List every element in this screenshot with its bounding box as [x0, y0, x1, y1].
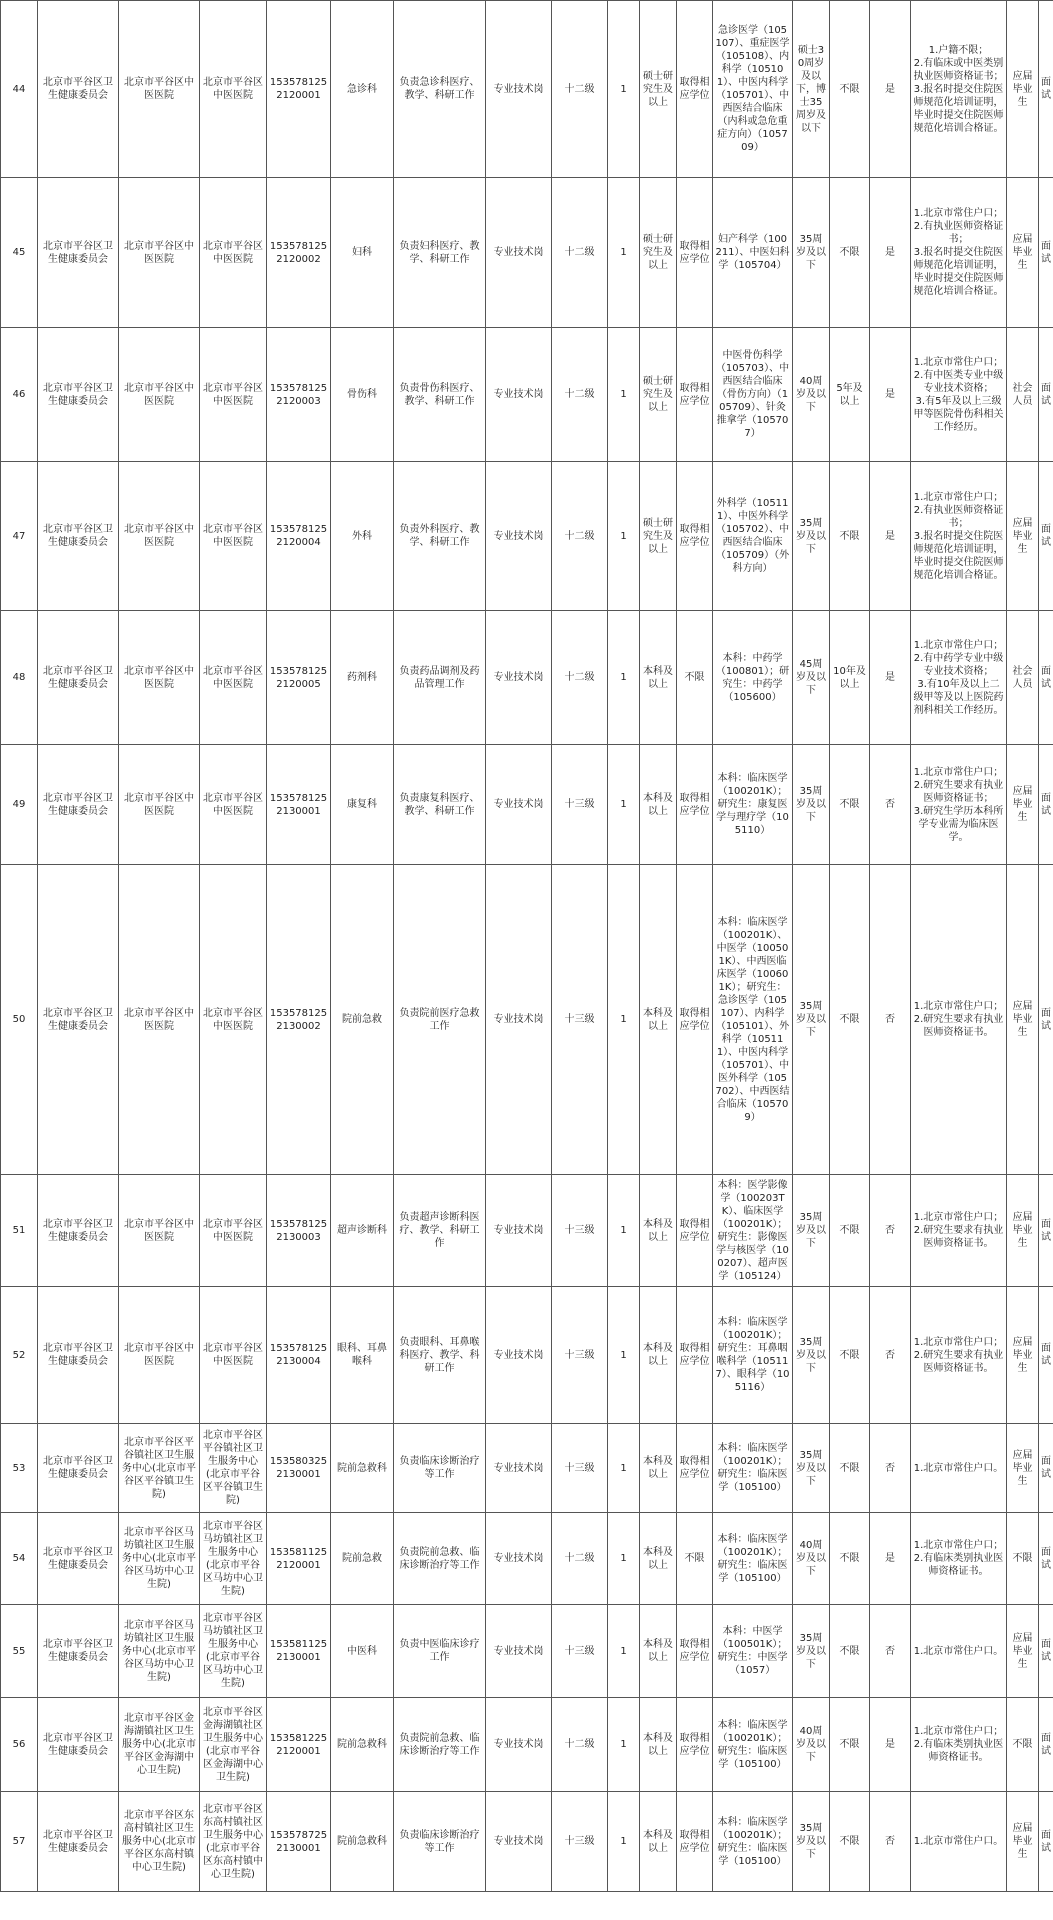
- degree-cell: 取得相应学位: [677, 1605, 713, 1698]
- table-row: [1, 178, 1053, 328]
- target-group-cell: 应届毕业生: [1007, 1175, 1039, 1287]
- position-level-cell: 十三级: [552, 1287, 608, 1424]
- department-cell: 北京市平谷区卫生健康委员会: [38, 611, 119, 745]
- requirements-cell: 1.北京市常住户口； 2.有中药学专业中级专业技术资格； 3.有10年及以上二级甲等及以上医院药剂科相关工作经历。: [911, 611, 1007, 745]
- table-row: [1, 1175, 1053, 1287]
- education-cell: 本科及以上: [640, 1287, 677, 1424]
- department-cell: 北京市平谷区卫生健康委员会: [38, 1792, 119, 1892]
- employer-cell: 北京市平谷区中医医院: [119, 865, 200, 1175]
- major-cell: 急诊医学（105107）、重症医学（105108）、内科学（105101）、中医内科学（105701）、中西医结合临床（内科或急危重症方向）（105709）: [713, 1, 793, 178]
- table-row: [1, 462, 1053, 611]
- license-cell: 是: [870, 328, 911, 462]
- position-type-cell: 专业技术岗: [486, 1, 552, 178]
- table-row: [1, 865, 1053, 1175]
- education-cell: 硕士研究生及以上: [640, 178, 677, 328]
- education-cell: 硕士研究生及以上: [640, 462, 677, 611]
- department-cell: 北京市平谷区卫生健康委员会: [38, 1513, 119, 1605]
- age-cell: 35周岁及以下: [793, 1605, 830, 1698]
- table-row: [1, 328, 1053, 462]
- employer-cell: 北京市平谷区中医医院: [119, 178, 200, 328]
- degree-cell: 取得相应学位: [677, 462, 713, 611]
- degree-cell: 取得相应学位: [677, 1424, 713, 1513]
- age-cell: 35周岁及以下: [793, 1287, 830, 1424]
- position-code-cell: 1535781252130001: [267, 745, 331, 865]
- position-name-cell: 急诊科: [331, 1, 394, 178]
- department-cell: 北京市平谷区卫生健康委员会: [38, 1424, 119, 1513]
- exam-method-cell: 面试: [1039, 1424, 1053, 1513]
- position-code-cell: 1535781252130004: [267, 1287, 331, 1424]
- education-cell: 本科及以上: [640, 1175, 677, 1287]
- degree-cell: 不限: [677, 611, 713, 745]
- requirements-cell: 1.北京市常住户口； 2.研究生要求有执业医师资格证书。: [911, 865, 1007, 1175]
- position-code-cell: 1535781252120004: [267, 462, 331, 611]
- major-cell: 本科：临床医学（100201K）；研究生：康复医学与理疗学（105110）: [713, 745, 793, 865]
- duty-description-cell: 负责眼科、耳鼻喉科医疗、教学、科研工作: [394, 1287, 486, 1424]
- duty-description-cell: 负责药品调剂及药品管理工作: [394, 611, 486, 745]
- employer-cell: 北京市平谷区中医医院: [119, 328, 200, 462]
- education-cell: 本科及以上: [640, 1424, 677, 1513]
- position-type-cell: 专业技术岗: [486, 178, 552, 328]
- exam-method-cell: 面试: [1039, 1287, 1053, 1424]
- position-level-cell: 十二级: [552, 1, 608, 178]
- license-cell: 是: [870, 178, 911, 328]
- major-cell: 妇产科学（100211）、中医妇科学（105704）: [713, 178, 793, 328]
- requirements-cell: 1.北京市常住户口； 2.有临床类别执业医师资格证书。: [911, 1698, 1007, 1792]
- table-row: [1, 1287, 1053, 1424]
- table-row: [1, 1424, 1053, 1513]
- position-name-cell: 院前急救科: [331, 1424, 394, 1513]
- license-cell: 是: [870, 1, 911, 178]
- exam-method-cell: 面试: [1039, 1698, 1053, 1792]
- position-type-cell: 专业技术岗: [486, 462, 552, 611]
- headcount-cell: 1: [608, 1605, 640, 1698]
- experience-cell: 不限: [830, 1513, 870, 1605]
- headcount-cell: 1: [608, 611, 640, 745]
- age-cell: 35周岁及以下: [793, 1175, 830, 1287]
- target-group-cell: 社会人员: [1007, 328, 1039, 462]
- exam-method-cell: 面试: [1039, 1605, 1053, 1698]
- requirements-cell: 1.北京市常住户口； 2.有临床类别执业医师资格证书。: [911, 1513, 1007, 1605]
- major-cell: 本科：临床医学（100201K）；研究生：临床医学（105100）: [713, 1513, 793, 1605]
- major-cell: 本科：中药学（100801）；研究生：中药学（105600）: [713, 611, 793, 745]
- position-code-cell: 1535787252130001: [267, 1792, 331, 1892]
- experience-cell: 10年及以上: [830, 611, 870, 745]
- department-cell: 北京市平谷区卫生健康委员会: [38, 328, 119, 462]
- headcount-cell: 1: [608, 1792, 640, 1892]
- department-cell: 北京市平谷区卫生健康委员会: [38, 865, 119, 1175]
- position-type-cell: 专业技术岗: [486, 328, 552, 462]
- row-number: 52: [1, 1287, 38, 1424]
- age-cell: 35周岁及以下: [793, 745, 830, 865]
- major-cell: 外科学（105111）、中医外科学（105702）、中西医结合临床（105709）（外科方向）: [713, 462, 793, 611]
- position-code-cell: 1535781252120001: [267, 1, 331, 178]
- row-number: 45: [1, 178, 38, 328]
- license-cell: 否: [870, 1605, 911, 1698]
- major-cell: 本科：中医学（100501K）；研究生：中医学（1057）: [713, 1605, 793, 1698]
- department-cell: 北京市平谷区卫生健康委员会: [38, 745, 119, 865]
- row-number: 44: [1, 1, 38, 178]
- degree-cell: 取得相应学位: [677, 1698, 713, 1792]
- position-level-cell: 十三级: [552, 1175, 608, 1287]
- target-group-cell: 应届毕业生: [1007, 462, 1039, 611]
- license-cell: 否: [870, 865, 911, 1175]
- department-cell: 北京市平谷区卫生健康委员会: [38, 462, 119, 611]
- age-cell: 35周岁及以下: [793, 865, 830, 1175]
- headcount-cell: 1: [608, 1424, 640, 1513]
- position-name-cell: 妇科: [331, 178, 394, 328]
- experience-cell: 不限: [830, 1792, 870, 1892]
- row-number: 53: [1, 1424, 38, 1513]
- target-group-cell: 应届毕业生: [1007, 178, 1039, 328]
- table-row: [1, 1605, 1053, 1698]
- duty-description-cell: 负责院前医疗急救工作: [394, 865, 486, 1175]
- hiring-unit-cell: 北京市平谷区中医医院: [200, 1, 267, 178]
- position-level-cell: 十二级: [552, 328, 608, 462]
- education-cell: 硕士研究生及以上: [640, 328, 677, 462]
- target-group-cell: 应届毕业生: [1007, 745, 1039, 865]
- headcount-cell: 1: [608, 745, 640, 865]
- age-cell: 35周岁及以下: [793, 178, 830, 328]
- row-number: 57: [1, 1792, 38, 1892]
- experience-cell: 不限: [830, 1424, 870, 1513]
- exam-method-cell: 面试: [1039, 1792, 1053, 1892]
- position-level-cell: 十三级: [552, 1792, 608, 1892]
- exam-method-cell: 面试: [1039, 178, 1053, 328]
- requirements-cell: 1.北京市常住户口； 2.研究生要求有执业医师资格证书； 3.研究生学历本科所学专业需为临床医学。: [911, 745, 1007, 865]
- position-name-cell: 康复科: [331, 745, 394, 865]
- headcount-cell: 1: [608, 1175, 640, 1287]
- department-cell: 北京市平谷区卫生健康委员会: [38, 178, 119, 328]
- position-level-cell: 十二级: [552, 1513, 608, 1605]
- position-code-cell: 1535812252120001: [267, 1698, 331, 1792]
- degree-cell: 取得相应学位: [677, 1792, 713, 1892]
- major-cell: 本科：临床医学（100201K）、中医学（100501K）、中西医临床医学（100601K）；研究生：急诊医学（105107）、内科学（105101）、外科学（105111）、中医内科学（105701）、中医外科学（105702）、中西医结合临床（105709）: [713, 865, 793, 1175]
- exam-method-cell: 面试: [1039, 1175, 1053, 1287]
- position-level-cell: 十二级: [552, 611, 608, 745]
- degree-cell: 取得相应学位: [677, 745, 713, 865]
- hiring-unit-cell: 北京市平谷区中医医院: [200, 745, 267, 865]
- exam-method-cell: 面试: [1039, 745, 1053, 865]
- employer-cell: 北京市平谷区金海湖镇社区卫生服务中心(北京市平谷区金海湖中心卫生院): [119, 1698, 200, 1792]
- major-cell: 本科：临床医学（100201K）；研究生：耳鼻咽喉科学（105117）、眼科学（105116）: [713, 1287, 793, 1424]
- hiring-unit-cell: 北京市平谷区马坊镇社区卫生服务中心(北京市平谷区马坊中心卫生院): [200, 1513, 267, 1605]
- headcount-cell: 1: [608, 328, 640, 462]
- row-number: 55: [1, 1605, 38, 1698]
- license-cell: 否: [870, 1287, 911, 1424]
- requirements-cell: 1.北京市常住户口； 2.有中医类专业中级专业技术资格； 3.有5年及以上三级甲等医院骨伤科相关工作经历。: [911, 328, 1007, 462]
- position-type-cell: 专业技术岗: [486, 865, 552, 1175]
- position-type-cell: 专业技术岗: [486, 1792, 552, 1892]
- major-cell: 本科：临床医学（100201K）；研究生：临床医学（105100）: [713, 1698, 793, 1792]
- headcount-cell: 1: [608, 1698, 640, 1792]
- department-cell: 北京市平谷区卫生健康委员会: [38, 1605, 119, 1698]
- duty-description-cell: 负责外科医疗、教学、科研工作: [394, 462, 486, 611]
- row-number: 51: [1, 1175, 38, 1287]
- age-cell: 40周岁及以下: [793, 1513, 830, 1605]
- position-type-cell: 专业技术岗: [486, 1175, 552, 1287]
- target-group-cell: 应届毕业生: [1007, 1792, 1039, 1892]
- experience-cell: 不限: [830, 865, 870, 1175]
- major-cell: 本科：临床医学（100201K）；研究生：临床医学（105100）: [713, 1424, 793, 1513]
- duty-description-cell: 负责急诊科医疗、教学、科研工作: [394, 1, 486, 178]
- headcount-cell: 1: [608, 1, 640, 178]
- age-cell: 40周岁及以下: [793, 1698, 830, 1792]
- employer-cell: 北京市平谷区中医医院: [119, 611, 200, 745]
- employer-cell: 北京市平谷区中医医院: [119, 745, 200, 865]
- position-name-cell: 骨伤科: [331, 328, 394, 462]
- position-name-cell: 院前急救科: [331, 1698, 394, 1792]
- position-level-cell: 十二级: [552, 462, 608, 611]
- major-cell: 中医骨伤科学（105703）、中西医结合临床（骨伤方向）（105709）、针灸推拿学（105707）: [713, 328, 793, 462]
- duty-description-cell: 负责院前急救、临床诊断治疗等工作: [394, 1513, 486, 1605]
- employer-cell: 北京市平谷区平谷镇社区卫生服务中心(北京市平谷区平谷镇卫生院): [119, 1424, 200, 1513]
- degree-cell: 取得相应学位: [677, 1175, 713, 1287]
- experience-cell: 不限: [830, 462, 870, 611]
- table-row: [1, 745, 1053, 865]
- target-group-cell: 应届毕业生: [1007, 1287, 1039, 1424]
- position-name-cell: 超声诊断科: [331, 1175, 394, 1287]
- hiring-unit-cell: 北京市平谷区中医医院: [200, 178, 267, 328]
- requirements-cell: 1.北京市常住户口； 2.研究生要求有执业医师资格证书。: [911, 1175, 1007, 1287]
- hiring-unit-cell: 北京市平谷区马坊镇社区卫生服务中心(北京市平谷区马坊中心卫生院): [200, 1605, 267, 1698]
- age-cell: 40周岁及以下: [793, 328, 830, 462]
- target-group-cell: 不限: [1007, 1513, 1039, 1605]
- hiring-unit-cell: 北京市平谷区中医医院: [200, 1287, 267, 1424]
- position-type-cell: 专业技术岗: [486, 1424, 552, 1513]
- duty-description-cell: 负责康复科医疗、教学、科研工作: [394, 745, 486, 865]
- position-code-cell: 1535811252120001: [267, 1513, 331, 1605]
- employer-cell: 北京市平谷区东高村镇社区卫生服务中心(北京市平谷区东高村镇中心卫生院): [119, 1792, 200, 1892]
- license-cell: 否: [870, 1424, 911, 1513]
- row-number: 48: [1, 611, 38, 745]
- experience-cell: 不限: [830, 1, 870, 178]
- hiring-unit-cell: 北京市平谷区中医医院: [200, 328, 267, 462]
- position-level-cell: 十三级: [552, 1424, 608, 1513]
- employer-cell: 北京市平谷区马坊镇社区卫生服务中心(北京市平谷区马坊中心卫生院): [119, 1605, 200, 1698]
- age-cell: 硕士30周岁及以下，博士35周岁及以下: [793, 1, 830, 178]
- position-name-cell: 院前急救: [331, 1513, 394, 1605]
- duty-description-cell: 负责临床诊断治疗等工作: [394, 1424, 486, 1513]
- position-code-cell: 1535781252120003: [267, 328, 331, 462]
- exam-method-cell: 面试: [1039, 1, 1053, 178]
- position-name-cell: 药剂科: [331, 611, 394, 745]
- license-cell: 否: [870, 1175, 911, 1287]
- employer-cell: 北京市平谷区中医医院: [119, 1287, 200, 1424]
- position-type-cell: 专业技术岗: [486, 611, 552, 745]
- position-level-cell: 十二级: [552, 178, 608, 328]
- headcount-cell: 1: [608, 865, 640, 1175]
- position-code-cell: 1535781252130003: [267, 1175, 331, 1287]
- age-cell: 35周岁及以下: [793, 462, 830, 611]
- row-number: 56: [1, 1698, 38, 1792]
- license-cell: 是: [870, 462, 911, 611]
- license-cell: 是: [870, 1513, 911, 1605]
- employer-cell: 北京市平谷区马坊镇社区卫生服务中心(北京市平谷区马坊中心卫生院): [119, 1513, 200, 1605]
- license-cell: 否: [870, 1792, 911, 1892]
- position-name-cell: 院前急救科: [331, 1792, 394, 1892]
- hiring-unit-cell: 北京市平谷区金海湖镇社区卫生服务中心(北京市平谷区金海湖中心卫生院): [200, 1698, 267, 1792]
- education-cell: 本科及以上: [640, 745, 677, 865]
- experience-cell: 不限: [830, 1605, 870, 1698]
- headcount-cell: 1: [608, 1513, 640, 1605]
- experience-cell: 不限: [830, 178, 870, 328]
- education-cell: 本科及以上: [640, 1605, 677, 1698]
- table-row: [1, 1, 1053, 178]
- headcount-cell: 1: [608, 178, 640, 328]
- license-cell: 是: [870, 1698, 911, 1792]
- exam-method-cell: 面试: [1039, 1513, 1053, 1605]
- position-type-cell: 专业技术岗: [486, 1287, 552, 1424]
- education-cell: 本科及以上: [640, 865, 677, 1175]
- requirements-cell: 1.北京市常住户口。: [911, 1605, 1007, 1698]
- experience-cell: 不限: [830, 1287, 870, 1424]
- headcount-cell: 1: [608, 462, 640, 611]
- table-row: [1, 1513, 1053, 1605]
- duty-description-cell: 负责临床诊断治疗等工作: [394, 1792, 486, 1892]
- department-cell: 北京市平谷区卫生健康委员会: [38, 1698, 119, 1792]
- position-level-cell: 十三级: [552, 745, 608, 865]
- education-cell: 本科及以上: [640, 1698, 677, 1792]
- exam-method-cell: 面试: [1039, 462, 1053, 611]
- hiring-unit-cell: 北京市平谷区中医医院: [200, 611, 267, 745]
- duty-description-cell: 负责院前急救、临床诊断治疗等工作: [394, 1698, 486, 1792]
- degree-cell: 取得相应学位: [677, 1, 713, 178]
- hiring-unit-cell: 北京市平谷区平谷镇社区卫生服务中心(北京市平谷区平谷镇卫生院): [200, 1424, 267, 1513]
- degree-cell: 取得相应学位: [677, 328, 713, 462]
- degree-cell: 不限: [677, 1513, 713, 1605]
- position-name-cell: 眼科、耳鼻喉科: [331, 1287, 394, 1424]
- department-cell: 北京市平谷区卫生健康委员会: [38, 1287, 119, 1424]
- target-group-cell: 不限: [1007, 1698, 1039, 1792]
- requirements-cell: 1.北京市常住户口； 2.研究生要求有执业医师资格证书。: [911, 1287, 1007, 1424]
- duty-description-cell: 负责中医临床诊疗工作: [394, 1605, 486, 1698]
- row-number: 49: [1, 745, 38, 865]
- degree-cell: 取得相应学位: [677, 178, 713, 328]
- position-level-cell: 十二级: [552, 1698, 608, 1792]
- row-number: 50: [1, 865, 38, 1175]
- experience-cell: 不限: [830, 745, 870, 865]
- position-level-cell: 十三级: [552, 865, 608, 1175]
- row-number: 47: [1, 462, 38, 611]
- department-cell: 北京市平谷区卫生健康委员会: [38, 1, 119, 178]
- employer-cell: 北京市平谷区中医医院: [119, 1175, 200, 1287]
- age-cell: 35周岁及以下: [793, 1424, 830, 1513]
- target-group-cell: 社会人员: [1007, 611, 1039, 745]
- position-type-cell: 专业技术岗: [486, 1513, 552, 1605]
- position-level-cell: 十三级: [552, 1605, 608, 1698]
- exam-method-cell: 面试: [1039, 611, 1053, 745]
- position-code-cell: 1535781252130002: [267, 865, 331, 1175]
- education-cell: 硕士研究生及以上: [640, 1, 677, 178]
- requirements-cell: 1.户籍不限； 2.有临床或中医类别执业医师资格证书； 3.报名时提交住院医师规范化培训证明，毕业时提交住院医师规范化培训合格证。: [911, 1, 1007, 178]
- row-number: 46: [1, 328, 38, 462]
- position-type-cell: 专业技术岗: [486, 1605, 552, 1698]
- hiring-unit-cell: 北京市平谷区中医医院: [200, 1175, 267, 1287]
- degree-cell: 取得相应学位: [677, 1287, 713, 1424]
- hiring-unit-cell: 北京市平谷区东高村镇社区卫生服务中心(北京市平谷区东高村镇中心卫生院): [200, 1792, 267, 1892]
- position-name-cell: 院前急救: [331, 865, 394, 1175]
- position-code-cell: 1535781252120002: [267, 178, 331, 328]
- education-cell: 本科及以上: [640, 1513, 677, 1605]
- target-group-cell: 应届毕业生: [1007, 1605, 1039, 1698]
- major-cell: 本科：临床医学（100201K）；研究生：临床医学（105100）: [713, 1792, 793, 1892]
- department-cell: 北京市平谷区卫生健康委员会: [38, 1175, 119, 1287]
- hiring-unit-cell: 北京市平谷区中医医院: [200, 865, 267, 1175]
- position-type-cell: 专业技术岗: [486, 1698, 552, 1792]
- position-type-cell: 专业技术岗: [486, 745, 552, 865]
- duty-description-cell: 负责超声诊断科医疗、教学、科研工作: [394, 1175, 486, 1287]
- target-group-cell: 应届毕业生: [1007, 1, 1039, 178]
- exam-method-cell: 面试: [1039, 865, 1053, 1175]
- major-cell: 本科：医学影像学（100203TK）、临床医学（100201K）；研究生：影像医学与核医学（100207）、超声医学（105124）: [713, 1175, 793, 1287]
- position-code-cell: 1535781252120005: [267, 611, 331, 745]
- target-group-cell: 应届毕业生: [1007, 865, 1039, 1175]
- employer-cell: 北京市平谷区中医医院: [119, 462, 200, 611]
- target-group-cell: 应届毕业生: [1007, 1424, 1039, 1513]
- education-cell: 本科及以上: [640, 1792, 677, 1892]
- education-cell: 本科及以上: [640, 611, 677, 745]
- age-cell: 35周岁及以下: [793, 1792, 830, 1892]
- age-cell: 45周岁及以下: [793, 611, 830, 745]
- degree-cell: 取得相应学位: [677, 865, 713, 1175]
- experience-cell: 不限: [830, 1175, 870, 1287]
- license-cell: 否: [870, 745, 911, 865]
- row-number: 54: [1, 1513, 38, 1605]
- position-name-cell: 外科: [331, 462, 394, 611]
- position-code-cell: 1535803252130001: [267, 1424, 331, 1513]
- requirements-cell: 1.北京市常住户口； 2.有执业医师资格证书； 3.报名时提交住院医师规范化培训证明，毕业时提交住院医师规范化培训合格证。: [911, 462, 1007, 611]
- table-row: [1, 611, 1053, 745]
- experience-cell: 5年及以上: [830, 328, 870, 462]
- table-row: [1, 1792, 1053, 1892]
- hiring-unit-cell: 北京市平谷区中医医院: [200, 462, 267, 611]
- requirements-cell: 1.北京市常住户口。: [911, 1792, 1007, 1892]
- requirements-cell: 1.北京市常住户口。: [911, 1424, 1007, 1513]
- experience-cell: 不限: [830, 1698, 870, 1792]
- position-code-cell: 1535811252130001: [267, 1605, 331, 1698]
- exam-method-cell: 面试: [1039, 328, 1053, 462]
- requirements-cell: 1.北京市常住户口； 2.有执业医师资格证书； 3.报名时提交住院医师规范化培训证明，毕业时提交住院医师规范化培训合格证。: [911, 178, 1007, 328]
- table-row: [1, 1698, 1053, 1792]
- employer-cell: 北京市平谷区中医医院: [119, 1, 200, 178]
- duty-description-cell: 负责骨伤科医疗、教学、科研工作: [394, 328, 486, 462]
- duty-description-cell: 负责妇科医疗、教学、科研工作: [394, 178, 486, 328]
- headcount-cell: 1: [608, 1287, 640, 1424]
- position-name-cell: 中医科: [331, 1605, 394, 1698]
- license-cell: 是: [870, 611, 911, 745]
